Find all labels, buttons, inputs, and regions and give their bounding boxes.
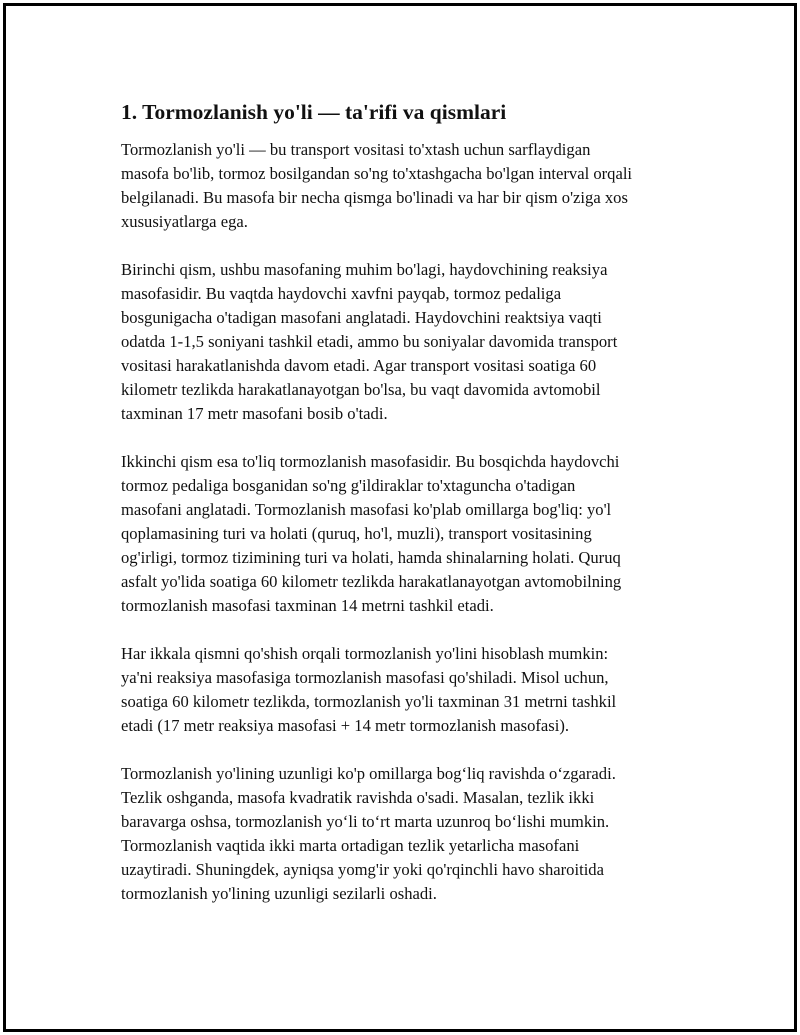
text-line: xususiyatlarga ega. (121, 212, 248, 231)
text-line: masofa bo'lib, tormoz bosilgandan so'ng to'xtashgacha bo'lgan interval orqali (121, 164, 633, 183)
text-line: masofasidir. Bu vaqtda haydovchi xavfni payqab, tormoz pedaliga (121, 284, 562, 303)
text-line: masofani anglatadi. Tormozlanish masofasi ko'plab omillarga bog'liq: yo'l (121, 500, 612, 519)
text-line: kilometr tezlikda harakatlanayotgan bo'lsa, bu vaqt davomida avtomobil (121, 380, 601, 399)
page-border (3, 3, 797, 1032)
text-line: uzaytiradi. Shuningdek, ayniqsa yomg'ir yoki qo'rqinchli havo sharoitida (121, 860, 604, 879)
paragraph-reaction-distance (121, 258, 696, 426)
text-line: Har ikkala qismni qo'shish orqali tormozlanish yo'lini hisoblash mumkin: (121, 644, 609, 663)
paragraph-factors (121, 762, 696, 906)
text-line: asfalt yo'lida soatiga 60 kilometr tezlikda harakatlanayotgan avtomobilning (121, 572, 622, 591)
paragraph-total-distance (121, 642, 696, 738)
text-line: Birinchi qism, ushbu masofaning muhim bo'lagi, haydovchining reaksiya (121, 260, 608, 279)
text-line: etadi (17 metr reaksiya masofasi + 14 metr tormozlanish masofasi). (121, 716, 570, 735)
paragraph-definition (121, 138, 696, 234)
text-line: Tormozlanish yo'lining uzunligi ko'p omillarga bog‘liq ravishda o‘zgaradi. (121, 764, 616, 783)
section-heading: 1. Tormozlanish yo'li — ta'rifi va qismlari (121, 100, 507, 124)
text-line: baravarga oshsa, tormozlanish yo‘li to‘rt marta uzunroq bo‘lishi mumkin. (121, 812, 610, 831)
document-body (121, 98, 696, 930)
text-line: tormoz pedaliga bosganidan so'ng g'ildiraklar to'xtaguncha o'tadigan (121, 476, 576, 495)
text-line: og'irligi, tormoz tizimining turi va holati, hamda shinalarning holati. Quruq (121, 548, 621, 567)
text-line: tormozlanish masofasi taxminan 14 metrni tashkil etadi. (121, 596, 494, 615)
text-line: soatiga 60 kilometr tezlikda, tormozlanish yo'li taxminan 31 metrni tashkil (121, 692, 617, 711)
text-line: qoplamasining turi va holati (quruq, ho'l, muzli), transport vositasining (121, 524, 592, 543)
text-line: ya'ni reaksiya masofasiga tormozlanish masofasi qo'shiladi. Misol uchun, (121, 668, 609, 687)
text-line: tormozlanish yo'lining uzunligi sezilarli oshadi. (121, 884, 437, 903)
paragraph-braking-distance (121, 450, 696, 618)
text-line: Tormozlanish yo'li — bu transport vositasi to'xtash uchun sarflaydigan (121, 140, 591, 159)
text-line: belgilanadi. Bu masofa bir necha qismga bo'linadi va har bir qism o'ziga xos (121, 188, 628, 207)
text-line: Tormozlanish vaqtida ikki marta ortadigan tezlik yetarlicha masofani (121, 836, 580, 855)
text-line: taxminan 17 metr masofani bosib o'tadi. (121, 404, 388, 423)
text-line: odatda 1-1,5 soniyani tashkil etadi, ammo bu soniyalar davomida transport (121, 332, 618, 351)
text-line: Ikkinchi qism esa to'liq tormozlanish masofasidir. Bu bosqichda haydovchi (121, 452, 620, 471)
text-line: Tezlik oshganda, masofa kvadratik ravishda o'sadi. Masalan, tezlik ikki (121, 788, 595, 807)
text-line: vositasi harakatlanishda davom etadi. Agar transport vositasi soatiga 60 (121, 356, 597, 375)
text-line: bosgunigacha o'tadigan masofani anglatadi. Haydovchini reaktsiya vaqti (121, 308, 602, 327)
